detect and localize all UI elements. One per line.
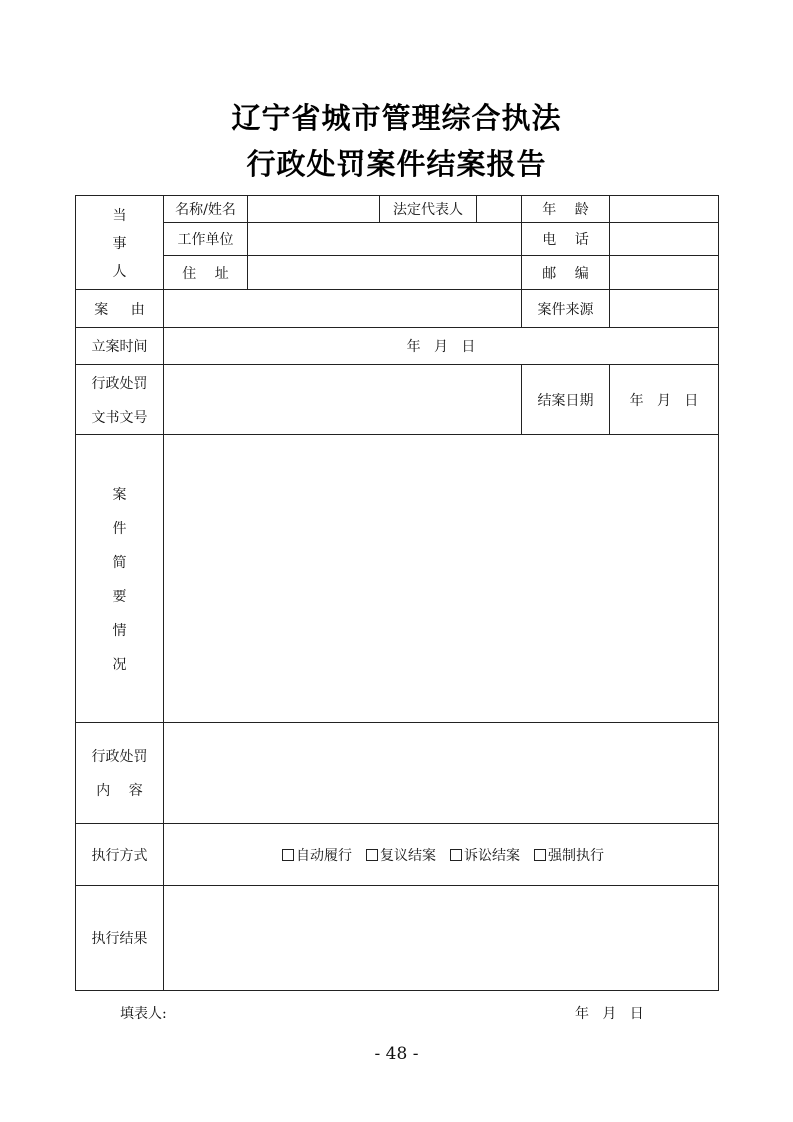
- legal-representative-label: 法定代表人: [393, 202, 463, 218]
- document-number-field[interactable]: [164, 365, 521, 434]
- execution-method-label: 执行方式: [91, 847, 148, 864]
- document-title-line-1: 辽宁省城市管理综合执法: [231, 101, 562, 135]
- case-source-field[interactable]: [610, 290, 718, 327]
- legal-representative-field[interactable]: [477, 196, 521, 222]
- execution-result-field[interactable]: [164, 886, 718, 990]
- phone-label: 电 话: [542, 232, 589, 248]
- case-source-label: 案件来源: [537, 301, 594, 318]
- case-cause-field[interactable]: [164, 290, 521, 327]
- page-number: - 48 -: [374, 1044, 419, 1064]
- address-field[interactable]: [248, 256, 521, 289]
- case-summary-field[interactable]: [164, 435, 718, 722]
- option-litigation-closed[interactable]: 诉讼结案: [450, 845, 520, 865]
- postcode-label: 邮 编: [542, 265, 589, 282]
- close-date-field[interactable]: 年 月 日: [629, 392, 699, 409]
- checkbox-icon[interactable]: [366, 849, 378, 861]
- penalty-content-label: 行政处罚 内 容: [91, 749, 148, 799]
- execution-method-options: [164, 824, 718, 885]
- case-summary-label: 案 件 简 要 情 况: [112, 486, 127, 673]
- document-title-line-2: 行政处罚案件结案报告: [246, 147, 547, 181]
- close-date-label: 结案日期: [537, 392, 594, 409]
- age-label: 年 龄: [542, 202, 589, 218]
- name-field[interactable]: [248, 196, 379, 222]
- name-label: 名称/姓名: [175, 202, 236, 218]
- filing-time-label: 立案时间: [91, 339, 148, 355]
- penalty-content-field[interactable]: [164, 723, 718, 823]
- postcode-field[interactable]: [610, 256, 718, 289]
- workplace-label: 工作单位: [177, 232, 234, 248]
- footer-date: 年 月 日: [575, 1006, 644, 1022]
- filing-date-field[interactable]: 年 月 日: [406, 339, 476, 355]
- option-compulsory-execution[interactable]: 强制执行: [534, 845, 604, 865]
- execution-result-label: 执行结果: [91, 931, 148, 947]
- document-number-label: 行政处罚 文书文号: [91, 375, 148, 426]
- filler-label: 填表人:: [120, 1006, 167, 1022]
- checkbox-icon[interactable]: [282, 849, 294, 861]
- phone-field[interactable]: [610, 223, 718, 255]
- case-cause-label: 案 由: [94, 301, 145, 318]
- address-label: 住 址: [182, 265, 229, 282]
- checkbox-icon[interactable]: [450, 849, 462, 861]
- age-field[interactable]: [610, 196, 718, 222]
- checkbox-icon[interactable]: [534, 849, 546, 861]
- option-reconsideration-closed[interactable]: 复议结案: [366, 845, 436, 865]
- party-label: 当 事 人: [112, 207, 127, 280]
- option-voluntary-performance[interactable]: 自动履行: [282, 845, 352, 865]
- workplace-field[interactable]: [248, 223, 521, 255]
